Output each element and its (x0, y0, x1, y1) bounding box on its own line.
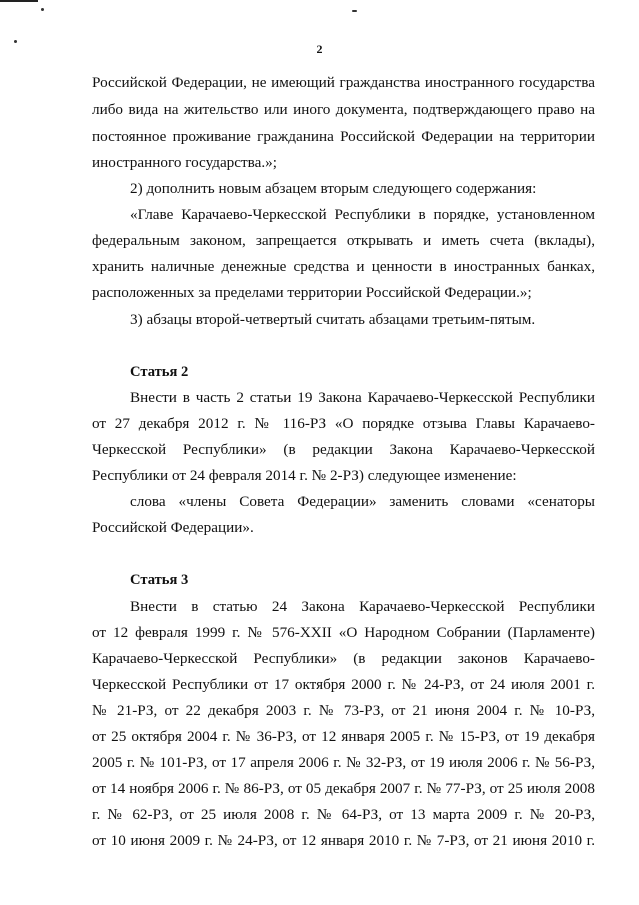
text-line: Карачаево-Черкесской Республики» (в редакции законов Карачаево- (92, 650, 595, 667)
text-line: постоянное проживание гражданина Российской Федерации на территории (92, 128, 595, 145)
text-line: Черкесской Республики» (в редакции Закона Карачаево-Черкесской (92, 441, 595, 458)
text-line: от 14 ноября 2006 г. № 86-РЗ, от 05 декабря 2007 г. № 77-РЗ, от 25 июля 2008 (92, 780, 595, 797)
text-line: Внести в часть 2 статьи 19 Закона Карачаево-Черкесской Республики (130, 389, 595, 406)
text-line: Черкесской Республики от 17 октября 2000 г. № 24-РЗ, от 24 июля 2001 г. (92, 676, 595, 693)
page-number: 2 (316, 42, 323, 56)
text-line: слова «члены Совета Федерации» заменить словами «сенаторы (130, 493, 595, 510)
text-line: 3) абзацы второй-четвертый считать абзацами третьим-пятым. (130, 311, 536, 328)
text-line: либо вида на жительство или иного документа, подтверждающего право на (92, 101, 595, 118)
text-line: Внести в статью 24 Закона Карачаево-Черкесской Республики (130, 598, 595, 615)
text-line: 2) дополнить новым абзацем вторым следующего содержания: (130, 180, 537, 197)
text-line: от 10 июня 2009 г. № 24-РЗ, от 12 января 2010 г. № 7-РЗ, от 21 июня 2010 г. (92, 832, 595, 849)
scan-top-rule (0, 0, 38, 2)
text-line: Российской Федерации». (92, 519, 254, 536)
text-line: хранить наличные денежные средства и ценности в иностранных банках, (92, 258, 595, 275)
article-heading: Статья 3 (130, 572, 189, 588)
article-heading: Статья 2 (130, 364, 189, 380)
text-line: Российской Федерации, не имеющий гражданства иностранного государства (92, 74, 595, 91)
text-line: от 27 декабря 2012 г. № 116-РЗ «О порядке отзыва Главы Карачаево- (92, 415, 595, 432)
scan-dash-mark (352, 10, 357, 12)
text-line: г. № 62-РЗ, от 25 июля 2008 г. № 64-РЗ, от 13 марта 2009 г. № 20-РЗ, (92, 806, 595, 823)
text-line: иностранного государства.»; (92, 154, 277, 171)
text-line: Республики от 24 февраля 2014 г. № 2-РЗ) следующее изменение: (92, 467, 517, 484)
text-line: № 21-РЗ, от 22 декабря 2003 г. № 73-РЗ, от 21 июня 2004 г. № 10-РЗ, (92, 702, 595, 719)
scan-dot-mark (41, 8, 44, 11)
text-line: от 25 октября 2004 г. № 36-РЗ, от 12 января 2005 г. № 15-РЗ, от 19 декабря (92, 728, 595, 745)
text-line: от 12 февраля 1999 г. № 576-XXII «О Народном Собрании (Парламенте) (92, 624, 595, 641)
text-line: «Главе Карачаево-Черкесской Республики в порядке, установленном (130, 206, 595, 223)
text-line: федеральным законом, запрещается открывать и иметь счета (вклады), (92, 232, 595, 249)
text-line: 2005 г. № 101-РЗ, от 17 апреля 2006 г. № 32-РЗ, от 19 июля 2006 г. № 56-РЗ, (92, 754, 595, 771)
text-line: расположенных за пределами территории Российской Федерации.»; (92, 284, 532, 301)
